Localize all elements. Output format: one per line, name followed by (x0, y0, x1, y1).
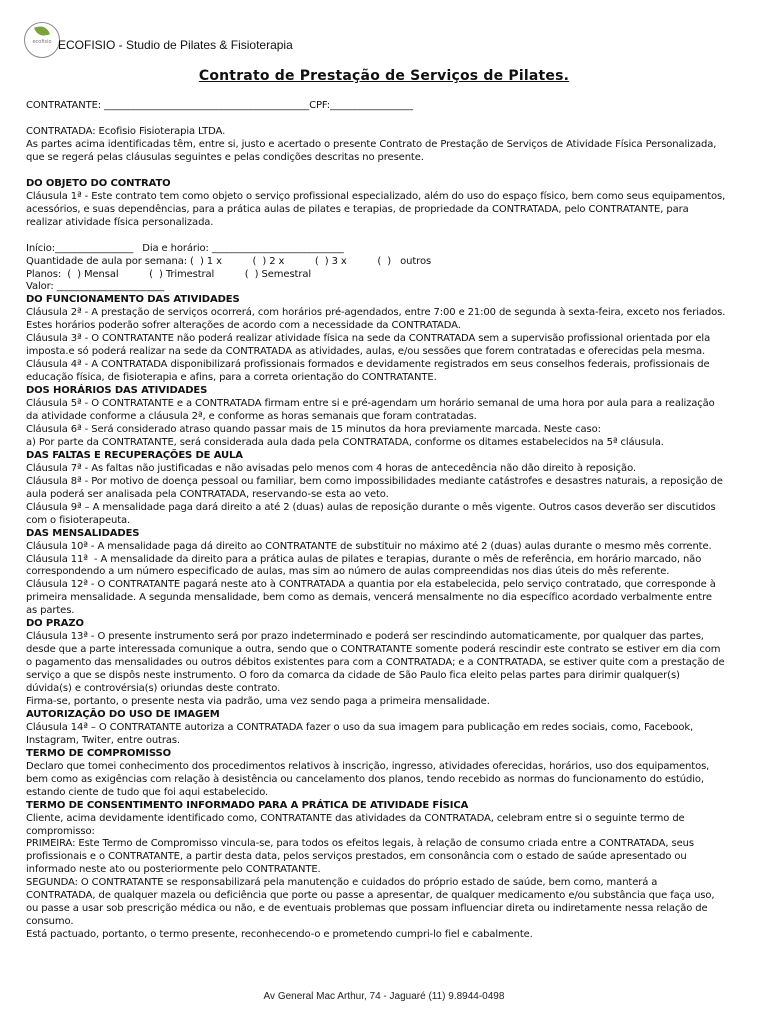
field-valor: Valor: ______________________ (26, 281, 165, 293)
clause-11: Cláusula 11ª - A mensalidade da direito para a prática aulas de pilates e terapias, durante o mês de referência, em horário marcado, não correspondendo a um número especificado de aulas, mas sim ao número de aulas compreendidas nos dias úteis do mês referente. (26, 553, 705, 578)
clause-6: Cláusula 6ª - Será considerado atraso quando passar mais de 15 minutos da hora previamente marcada. Neste caso: (26, 423, 601, 435)
contract-body (26, 100, 729, 942)
field-planos: Planos: ( ) Mensal ( ) Trimestral ( ) Semestral (26, 268, 311, 280)
contratada-line: CONTRATADA: Ecofisio Fisioterapia LTDA. (26, 125, 226, 137)
clause-4: Cláusula 4ª - A CONTRATADA disponibilizará profissionais formados e devidamente registrados em seus conselhos federais, profissionais de educação física, de fisioterapia e afins, para a correta orientação do CONTRATANTE. (26, 359, 713, 384)
intro-paragraph: As partes acima identificadas têm, entre si, justo e acertado o presente Contrato de Prestação de Serviços de Atividade Física Personalizada, que se regerá pelas cláusulas seguintes e pelas condições descritas no presente. (26, 138, 720, 163)
clause-7: Cláusula 7ª - As faltas não justificadas e não avisadas pelo menos com 4 horas de antecedência não dão direito à reposição. (26, 462, 636, 474)
clause-14: Cláusula 14ª – O CONTRATANTE autoriza a CONTRATADA fazer o uso da sua imagem para publicação em redes sociais, como, Facebook, Instagram, Twiter, entre outras. (26, 721, 697, 746)
field-inicio: Início:________________ Dia e horário: ___________________________ (26, 242, 344, 254)
clause-2: Cláusula 2ª - A prestação de serviços ocorrerá, com horários pré-agendados, entre 7:00 e 21:00 de segunda à sexta-feira, exceto nos feriados. Estes horários poderão sofrer alterações de acordo com a necessidade da CONTRATADA. (26, 307, 729, 332)
clause-9: Cláusula 9ª – A mensalidade paga dará direito a até 2 (duas) aulas de reposição durante o mês vigente. Outros casos deverão ser discutidos com o fisioterapeuta. (26, 501, 719, 526)
firma-line: Firma-se, portanto, o presente nesta via padrão, uma vez sendo paga a primeira mensalidade. (26, 695, 490, 707)
consentimento-segunda: SEGUNDA: O CONTRATANTE se responsabilizará pela manutenção e cuidados do próprio estado de saúde, bem como, manterá a CONTRATADA, de qualquer mazela ou deficiência que porte ou passe a apresentar, de qualquer medicamento e/ou substância que faça uso, ou passe a usar sob prescrição médica ou não, e de eventuais problemas que possam influenciar direta ou indiretamente nessa relação de consumo. (26, 877, 718, 928)
document-title: Contrato de Prestação de Serviços de Pilates. (198, 68, 570, 84)
clause-12: Cláusula 12ª - O CONTRATANTE pagará neste ato à CONTRATADA a quantia por ela estabelecida, pelo serviço contratado, que corresponde à primeira mensalidade. A segunda mensalidade, bem como as demais, vencerá mensalmente no dia específico acordado verbalmente entre as partes. (26, 579, 719, 617)
section-heading-imagem: AUTORIZAÇÃO DO USO DE IMAGEM (26, 708, 220, 720)
leaf-icon (34, 25, 50, 38)
compromisso-paragraph: Declaro que tomei conhecimento dos procedimentos relativos à inscrição, ingresso, atividades oferecidas, horários, uso dos equipamentos, bem como as exigências com relação à desistência ou cancelamento dos planos, tendo recebido as normas do funcionamento do estúdio, estando ciente de tudo que foi aqui estabelecido. (26, 760, 713, 798)
ecofisio-logo-icon (24, 22, 60, 58)
clause-10: Cláusula 10ª - A mensalidade paga dá direito ao CONTRATANTE de substituir no máximo até 2 (duas) aulas durante o mesmo mês corrente. (26, 540, 712, 552)
section-heading-objeto: DO OBJETO DO CONTRATO (26, 177, 171, 189)
brand-name: ECOFISIO - Studio de Pilates & Fisioterapia (58, 38, 293, 52)
field-quantidade: Quantidade de aula por semana: ( ) 1 x ( ) 2 x ( ) 3 x ( ) outros (26, 255, 432, 267)
consentimento-final: Está pactuado, portanto, o termo presente, reconhecendo-o e prometendo cumpri-lo fiel e cabalmente. (26, 929, 533, 941)
section-heading-consentimento: TERMO DE CONSENTIMENTO INFORMADO PARA A PRÁTICA DE ATIVIDADE FÍSICA (26, 799, 469, 811)
clause-1: Cláusula 1ª - Este contrato tem como objeto o serviço profissional especializado, além do uso do espaço físico, bem como seus equipamentos, acessórios, e suas dependências, para a prática aulas de pilates e terapias, de propriedade da CONTRATADA, pelo CONTRATANTE, para realizar atividade física personalizada. (26, 190, 729, 228)
section-heading-horarios: DOS HORÁRIOS DAS ATIVIDADES (26, 385, 208, 397)
logo-text: ecofisio (32, 39, 52, 45)
consentimento-primeira: PRIMEIRA: Este Termo de Compromisso vincula-se, para todos os efeitos legais, à relação de consumo criada entre a CONTRATADA, seus profissionais e o CONTRATANTE, a partir desta data, pelos serviços prestados, em consonância com o estado de saúde apresentado ou informado neste ato ou posteriormente pelo CONTRATANTE. (26, 838, 698, 876)
footer-address: Av General Mac Arthur, 74 - Jaguaré (11) 9.8944-0498 (263, 991, 505, 1002)
section-heading-faltas: DAS FALTAS E RECUPERAÇÕES DE AULA (26, 449, 243, 461)
section-heading-funcionamento: DO FUNCIONAMENTO DAS ATIVIDADES (26, 294, 240, 306)
document-header (24, 22, 744, 66)
clause-6a: a) Por parte da CONTRATANTE, será considerada aula dada pela CONTRATADA, conforme os ditames estabelecidos na 5ª cláusula. (26, 436, 664, 448)
clause-5: Cláusula 5ª - O CONTRATANTE e a CONTRATADA firmam entre si e pré-agendam um horário semanal de uma hora por aula para a realização da atividade conforme a cláusula 2ª, e conforme as horas semanais que foram contratadas. (26, 398, 718, 423)
contratante-line: CONTRATANTE: __________________________________________CPF:_________________ (26, 100, 413, 111)
consentimento-intro: Cliente, acima devidamente identificado como, CONTRATANTE das atividades da CONTRATADA, celebram entre si o seguinte termo de compromisso: (26, 812, 688, 837)
clause-13: Cláusula 13ª - O presente instrumento será por prazo indeterminado e poderá ser rescindindo automaticamente, por qualquer das partes, desde que a parte interessada comunique a outra, sendo que o CONTRATANTE somente poderá rescindir este contrato se estiver em dia com o pagamento das mensalidades ou outros débitos existentes para com a CONTRATADA; e a CONTRATADA, se estiver quite com a prestação de serviço a que se dispôs neste instrumento. O foro da comarca da cidade de São Paulo fica eleito pelas partes para dirimir qualquer(s) dúvida(s) e controvérsia(s) oriundas deste contrato. (26, 631, 728, 695)
section-heading-prazo: DO PRAZO (26, 618, 84, 630)
section-heading-mensalidades: DAS MENSALIDADES (26, 527, 140, 539)
section-heading-compromisso: TERMO DE COMPROMISSO (26, 747, 171, 759)
clause-3: Cláusula 3ª - O CONTRATANTE não poderá realizar atividade física na sede da CONTRATADA sem a supervisão profissional orientada por ela imposta.e só poderá realizar na sede da CONTRATADA as atividades, aulas, e/ou sessões que forem contratadas e oferecidas pela mesma. (26, 333, 714, 358)
clause-8: Cláusula 8ª - Por motivo de doença pessoal ou familiar, bem como impossibilidades mediante catástrofes e desastres naturais, a reposição de aula poderá ser analisada pela CONTRATADA, reservando-se esta ao veto. (26, 475, 726, 500)
